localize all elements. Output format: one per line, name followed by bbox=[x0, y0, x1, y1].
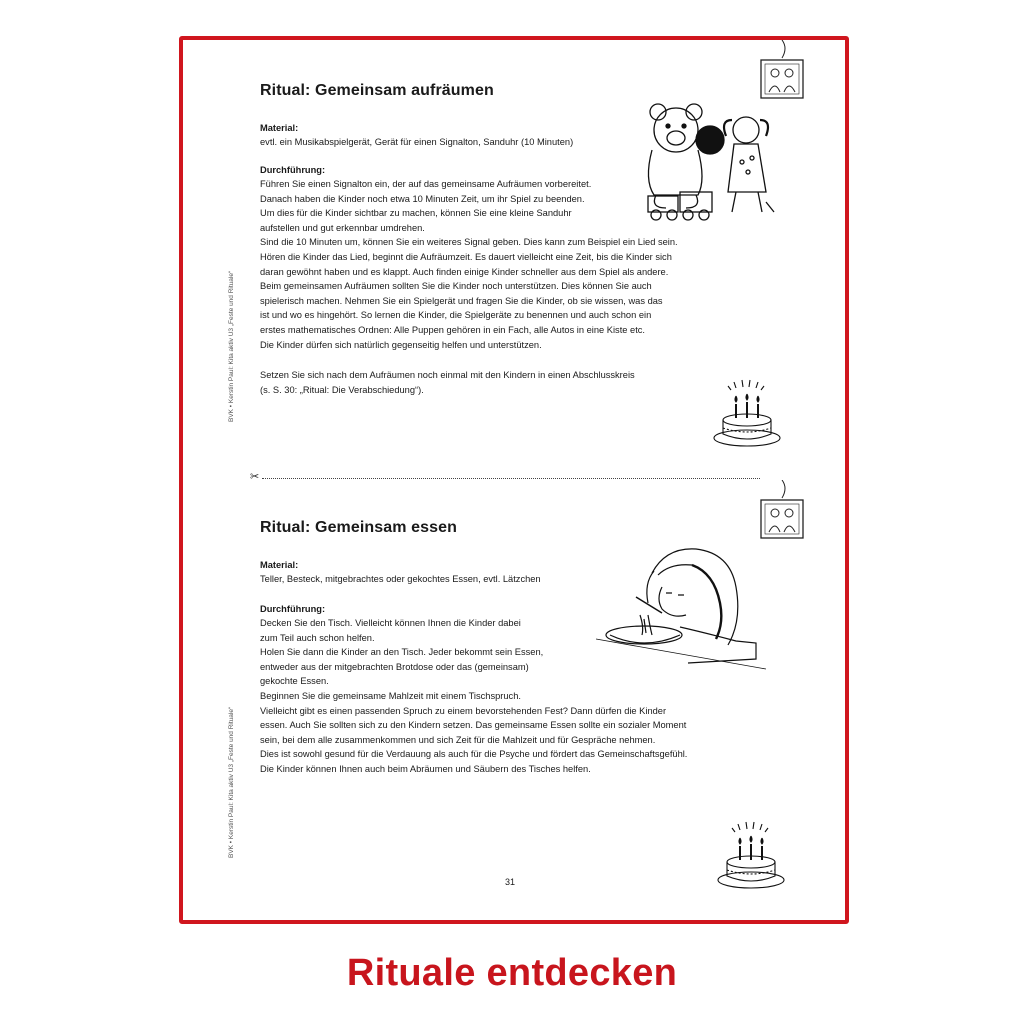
text-line: Dies ist sowohl gesund für die Verdauung als auch für die Psyche und fördert das Gemeinschaftsgefühl. bbox=[260, 749, 688, 760]
page-number: 31 bbox=[505, 877, 516, 887]
text-line: Hören die Kinder das Lied, beginnt die Aufräumzeit. Es dauert vielleicht eine Zeit, bis die Kinder sich bbox=[260, 251, 672, 262]
hanging-card-icon bbox=[758, 40, 808, 102]
text-line: Beginnen Sie die gemeinsame Mahlzeit mit einem Tischspruch. bbox=[260, 690, 521, 701]
text-line: ist und wo es hingehört. So lernen die Kinder, die Spielgeräte zu benennen und auch schon ein bbox=[260, 310, 652, 321]
material-text: Teller, Besteck, mitgebrachtes oder gekochtes Essen, evtl. Lätzchen bbox=[260, 574, 541, 584]
text-line: Führen Sie einen Signalton ein, der auf das gemeinsame Aufräumen vorbereitet. bbox=[260, 179, 592, 189]
section-eating-body bbox=[260, 558, 541, 587]
text-line: daran gewöhnt haben und es klappt. Auch finden einige Kinder schneller aus dem Spiel als andere. bbox=[260, 266, 669, 277]
side-note-top: BVK • Kerstin Paul: Kita aktiv U3 „Feste und Rituale“ bbox=[228, 270, 235, 422]
text-line: Die Kinder dürfen sich natürlich gegenseitig helfen und unterstützen. bbox=[260, 339, 542, 350]
text-line: Beim gemeinsamen Aufräumen sollten Sie die Kinder noch unterstützen. Dies können Sie auch bbox=[260, 281, 652, 292]
section-eating bbox=[260, 519, 457, 537]
birthday-cake-icon bbox=[712, 378, 782, 450]
section-title: Ritual: Gemeinsam aufräumen bbox=[260, 82, 494, 99]
section-tidy-up-body bbox=[260, 121, 573, 150]
text-line: Decken Sie den Tisch. Vielleicht können Ihnen die Kinder dabei bbox=[260, 618, 521, 628]
section-tidy-up bbox=[260, 82, 494, 100]
hanging-card-icon bbox=[758, 480, 808, 542]
procedure-label: Durchführung: bbox=[260, 165, 326, 175]
text-line: Holen Sie dann die Kinder an den Tisch. Jeder bekommt sein Essen, bbox=[260, 647, 544, 658]
section-title: Ritual: Gemeinsam essen bbox=[260, 519, 458, 536]
cut-line bbox=[262, 478, 760, 479]
girl-eating-illustration bbox=[596, 543, 766, 673]
toys-illustration bbox=[640, 100, 780, 225]
text-line: gekochte Essen. bbox=[260, 676, 329, 687]
text-line: Vielleicht gibt es einen passenden Spruch zu einem bevorstehenden Fest? Dann dürfen die Kinder bbox=[260, 705, 667, 716]
text-line: erstes mathematisches Ordnen: Alle Puppen gehören in ein Fach, alle Autos in eine Kiste etc. bbox=[260, 324, 646, 335]
text-line: Danach haben die Kinder noch etwa 10 Minuten Zeit, um ihr Spiel zu beenden. bbox=[260, 193, 585, 204]
birthday-cake-icon bbox=[716, 820, 786, 892]
procedure-label: Durchführung: bbox=[260, 604, 326, 614]
section-tidy-up-closing bbox=[260, 368, 635, 397]
text-line: essen. Auch Sie sollten sich zu den Kindern setzen. Das gemeinsame Essen sollte ein sozialer Moment bbox=[260, 720, 687, 731]
section-tidy-up-procedure bbox=[260, 163, 678, 352]
scissors-icon: ✂ bbox=[250, 471, 260, 483]
material-label: Material: bbox=[260, 560, 299, 570]
material-label: Material: bbox=[260, 123, 299, 133]
side-note-bottom: BVK • Kerstin Paul: Kita aktiv U3 „Feste und Rituale“ bbox=[228, 706, 235, 858]
footer-title: Rituale entdecken bbox=[346, 952, 678, 994]
procedure-text bbox=[260, 177, 678, 352]
text-line: Sind die 10 Minuten um, können Sie ein weiteres Signal geben. Dies kann zum Beispiel ein Lied sein. bbox=[260, 237, 678, 248]
text-line: (s. S. 30: „Ritual: Die Verabschiedung“). bbox=[260, 384, 424, 395]
text-line: zum Teil auch schon helfen. bbox=[260, 632, 375, 643]
text-line: sein, bei dem alle zusammenkommen und sich Zeit für die Mahlzeit und für Gespräche nehmen. bbox=[260, 734, 656, 745]
text-line: entweder aus der mitgebrachten Brotdose oder das (gemeinsam) bbox=[260, 661, 529, 672]
text-line: spielerisch machen. Nehmen Sie ein Spielgerät und fragen Sie die Kinder, ob sie wissen, was das bbox=[260, 295, 663, 306]
text-line: aufstellen und gut erkennbar umdrehen. bbox=[260, 222, 425, 233]
text-line: Setzen Sie sich nach dem Aufräumen noch einmal mit den Kindern in einen Abschlusskreis bbox=[260, 370, 635, 380]
text-line: Um dies für die Kinder sichtbar zu machen, können Sie eine kleine Sanduhr bbox=[260, 208, 572, 219]
material-text: evtl. ein Musikabspielgerät, Gerät für einen Signalton, Sanduhr (10 Minuten) bbox=[260, 137, 574, 147]
text-line: Die Kinder können Ihnen auch beim Abräumen und Säubern des Tisches helfen. bbox=[260, 763, 591, 774]
